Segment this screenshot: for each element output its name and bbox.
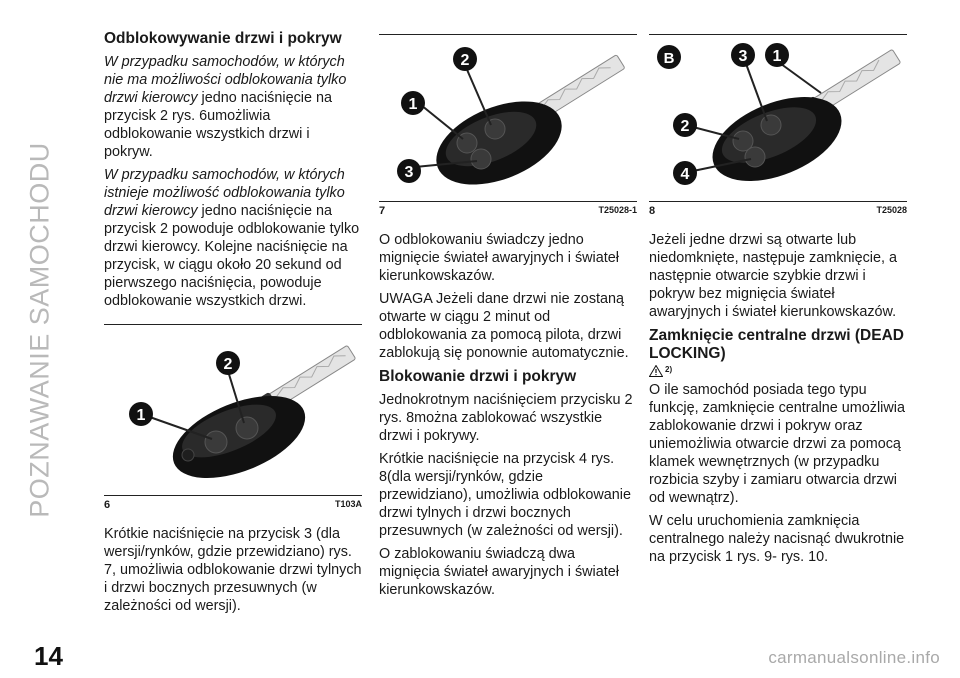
callout-4: 4	[680, 166, 690, 183]
paragraph-button-3: Krótkie naciśnięcie na przycisk 3 (dla wersji/rynków, gdzie przewidziano) rys. 7, umożliwia odblokowanie drzwi tylnych i drzwi bocznych przesuwnych (w zależności od wersji).	[104, 526, 362, 614]
figure-7	[379, 34, 637, 217]
paragraph-button-4: Krótkie naciśnięcie na przycisk 4 rys. 8(dla wersji/rynków, gdzie przewidziano), umożliwia odblokowanie drzwi tylnych i drzwi bocznych przesuwnych (w zależności od wersji).	[379, 451, 631, 539]
key-fob-illustration-6	[104, 325, 362, 495]
key-fob-illustration-7	[379, 35, 637, 201]
paragraph-unlock-driver-text: jedno naciśnięcie na przycisk 2 powoduje odblokowanie tylko drzwi kierowcy. Kolejne naciśnięcie na przycisk, w ciągu około 20 sekund od pierwszego naciśnięcia, powoduje odblokowanie wszystkich drzwi.	[104, 203, 360, 309]
figure-8-number: 8	[649, 205, 656, 217]
paragraph-door-open: Jeżeli jedne drzwi są otwarte lub niedomknięte, następuje zamknięcie, a następnie otwarcie szybkie drzwi i pokryw bez mignięcia świateł awaryjnych i świateł kierunkowskazów.	[649, 232, 897, 320]
figure-7-caption	[379, 201, 637, 217]
warning-triangle-icon	[649, 365, 663, 377]
side-section-title: POZNAWANIE SAMOCHODU	[24, 142, 55, 518]
paragraph-unlock-driver-italic: W przypadku samochodów, w których istnieje możliwość odblokowania tylko drzwi kierowcy	[104, 167, 345, 219]
callout-1: 1	[136, 407, 146, 424]
paragraph-unlock-all-italic: W przypadku samochodów, w których nie ma możliwości odblokowania tylko drzwi kierowcy	[104, 54, 347, 106]
figure-6-caption	[104, 495, 362, 511]
paragraph-unlock-all-text: jedno naciśnięcie na przycisk 2 rys. 6umożliwia odblokowanie wszystkich drzwi i pokryw.	[104, 90, 332, 160]
figure-6	[104, 324, 362, 511]
heading-locking: Blokowanie drzwi i pokryw	[379, 368, 577, 385]
paragraph-unlock-driver	[104, 166, 362, 310]
paragraph-unlock-all	[104, 53, 362, 161]
heading-dead-locking: Zamknięcie centralne drzwi (DEAD LOCKING)	[649, 327, 904, 362]
figure-6-code: T103A	[334, 499, 362, 509]
watermark: carmanualsonline.info	[768, 648, 940, 667]
figure-6-number: 6	[104, 499, 111, 511]
warning-ref-number: 2)	[665, 365, 673, 374]
figure-8-caption	[649, 201, 907, 217]
paragraph-note: UWAGA Jeżeli dane drzwi nie zostaną otwarte w ciągu 2 minut od odblokowania za pomocą pilota, drzwi zablokują się ponownie automatycznie.	[379, 291, 629, 361]
key-fob-illustration-8	[649, 35, 907, 201]
paragraph-dead-locking-activate: W celu uruchomienia zamknięcia centralnego należy nacisnąć dwukrotnie na przycisk 1 rys. 9- rys. 10.	[649, 513, 905, 565]
callout-2: 2	[680, 118, 690, 135]
heading-unlocking: Odblokowywanie drzwi i pokryw	[104, 30, 342, 47]
column-1	[104, 30, 362, 620]
callout-2: 2	[223, 356, 233, 373]
callout-b: B	[663, 50, 675, 67]
callout-1: 1	[408, 96, 418, 113]
figure-7-code: T25028-1	[598, 205, 637, 215]
paragraph-lock-signal: O zablokowaniu świadczą dwa mignięcia świateł awaryjnych i świateł kierunkowskazów.	[379, 546, 619, 598]
paragraph-dead-locking: O ile samochód posiada tego typu funkcję, zamknięcie centralne umożliwia zablokowanie drzwi i pokryw oraz uniemożliwia otwarcie drzwi za pomocą klamek wewnętrznych (w przypadku rozbicia szyby i zamiaru otwarcia drzwi od wewnątrz).	[649, 382, 905, 506]
callout-3: 3	[738, 48, 748, 65]
column-2	[379, 30, 637, 604]
paragraph-lock-all: Jednokrotnym naciśnięciem przycisku 2 rys. 8można zablokować wszystkie drzwi i pokrywy.	[379, 392, 633, 444]
figure-7-number: 7	[379, 205, 386, 217]
callout-1: 1	[772, 48, 782, 65]
figure-8-code: T25028	[876, 205, 907, 215]
paragraph-unlock-signal: O odblokowaniu świadczy jedno mignięcie świateł awaryjnych i świateł kierunkowskazów.	[379, 232, 619, 284]
figure-8	[649, 34, 907, 217]
callout-2: 2	[460, 52, 470, 69]
callout-3: 3	[404, 164, 414, 181]
warning-reference	[649, 365, 907, 377]
column-3	[649, 30, 907, 571]
page-number: 14	[34, 641, 63, 671]
